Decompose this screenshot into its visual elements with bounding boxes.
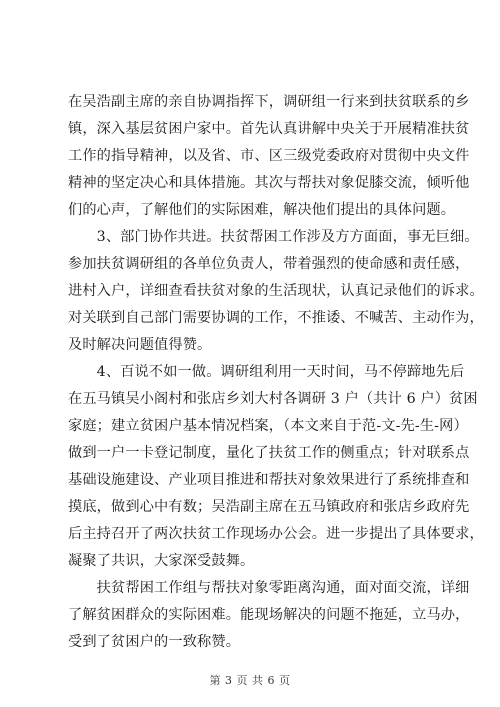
text-line: 们的心声，了解他们的实际困难，解决他们提出的具体问题。 [68, 202, 456, 218]
text-line: 基础设施建设、产业项目推进和帮扶对象效果进行了系统排查和 [68, 472, 470, 488]
text-line: 了解贫困群众的实际困难。能现场解决的问题不拖延，立马办， [68, 607, 470, 623]
text-line: 在五马镇吴小阁村和张店乡刘大村各调研 3 户（共计 6 户）贫困 [68, 391, 478, 407]
paragraph-4 [68, 575, 470, 656]
text-line: 家庭；建立贫困户基本情况档案，（本文来自于范-文-先-生-网） [68, 418, 468, 434]
text-line: 扶贫帮困工作组与帮扶对象零距离沟通，面对面交流，详细 [68, 580, 470, 596]
paragraph-2 [68, 224, 484, 359]
text-line: 精神的坚定决心和具体措施。其次与帮扶对象促膝交流，倾听他 [68, 175, 470, 191]
text-line: 及时解决问题值得赞。 [68, 337, 212, 353]
text-line: 4、百说不如一做。调研组利用一天时间，马不停蹄地先后 [68, 364, 465, 380]
text-line: 摸底，做到心中有数；吴浩副主席在五马镇政府和张店乡政府先 [68, 499, 470, 515]
paragraph-3 [68, 359, 484, 575]
text-line: 受到了贫困户的一致称赞。 [68, 634, 241, 650]
text-line: 镇，深入基层贫困户家中。首先认真讲解中央关于开展精准扶贫 [68, 121, 470, 137]
text-line: 凝聚了共识，大家深受鼓舞。 [68, 553, 255, 569]
text-line: 工作的指导精神，以及省、市、区三级党委政府对贯彻中央文件 [68, 148, 470, 164]
page-footer [0, 672, 500, 688]
page-number: 第 3 页 共 6 页 [209, 674, 291, 687]
text-line: 在吴浩副主席的亲自协调指挥下，调研组一行来到扶贫联系的乡 [68, 94, 470, 110]
text-line: 3、部门协作共进。扶贫帮困工作涉及方方面面，事无巨细。 [68, 229, 479, 245]
text-line: 进村入户，详细查看扶贫对象的生活现状，认真记录他们的诉求。 [68, 283, 484, 299]
text-line: 做到一户一卡登记制度，量化了扶贫工作的侧重点；针对联系点 [68, 445, 470, 461]
paragraph-1 [68, 89, 470, 224]
text-line: 后主持召开了两次扶贫工作现场办公会。进一步提出了具体要求， [68, 526, 484, 542]
text-line: 对关联到自己部门需要协调的工作，不推诿、不喊苦、主动作为， [68, 310, 484, 326]
text-line: 参加扶贫调研组的各单位负责人，带着强烈的使命感和责任感， [68, 256, 470, 272]
document-body [68, 89, 484, 656]
